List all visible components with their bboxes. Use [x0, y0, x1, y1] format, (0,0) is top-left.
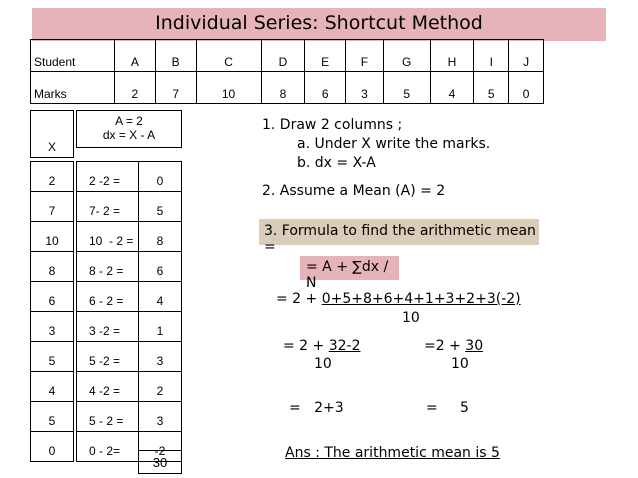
- student-cell: B: [155, 40, 196, 72]
- x-value-text: 10: [45, 234, 59, 248]
- calc-expr-text: 6 - 2 =: [89, 294, 124, 308]
- page-title: Individual Series: Shortcut Method: [155, 12, 483, 34]
- dx-value-text: 2: [156, 384, 164, 398]
- mark-cell: 6: [305, 72, 346, 104]
- x-value-text: 3: [48, 324, 56, 338]
- dx-value-text: 3: [156, 414, 164, 428]
- student-row-label: Student: [31, 40, 115, 72]
- calc-expr-cell: [76, 431, 138, 462]
- calc-expr-cell: [76, 371, 138, 402]
- formula-box: = A + ∑dx / N: [300, 256, 399, 280]
- student-cell: G: [383, 40, 430, 72]
- dx-column-header: [76, 110, 182, 148]
- calc-expr-cell: [76, 401, 138, 432]
- calc-expr-cell: [76, 191, 138, 222]
- dx-value-cell: [138, 251, 182, 282]
- calc-expr-text: 3 -2 =: [89, 324, 121, 338]
- mark-cell: 2: [115, 72, 156, 104]
- dx-value-cell: [138, 221, 182, 252]
- x-value-cell: [30, 401, 74, 432]
- student-cell: J: [509, 40, 544, 72]
- mark-cell: 10: [196, 72, 261, 104]
- calc-expr-cell: [76, 341, 138, 372]
- calc-2b-denominator: 10: [451, 356, 469, 372]
- mark-cell: 5: [474, 72, 509, 104]
- dx-value-cell: [138, 401, 182, 432]
- x-value-cell: [30, 161, 74, 192]
- answer-text: Ans : The arithmetic mean is 5: [285, 445, 500, 461]
- step-1a: a. Under X write the marks.: [297, 136, 491, 152]
- student-cell: F: [346, 40, 384, 72]
- step-3-formula-label: 3. Formula to find the arithmetic mean =: [259, 219, 539, 245]
- mark-cell: 0: [509, 72, 544, 104]
- dx-value-text: -2: [154, 444, 166, 458]
- calc-expr-text: 8 - 2 =: [89, 264, 124, 278]
- marks-row: [31, 72, 544, 104]
- calc-2b-numerator: 30: [465, 338, 484, 354]
- x-value-cell: [30, 281, 74, 312]
- calc-expr-text: 10 - 2 =: [89, 234, 134, 248]
- calc-line-2a: [283, 338, 361, 354]
- calc-2a-prefix: = 2 +: [283, 338, 329, 354]
- x-value-cell: [30, 191, 74, 222]
- x-value-text: 2: [48, 174, 56, 188]
- x-column-header: [30, 110, 74, 158]
- dx-value-text: 6: [156, 264, 164, 278]
- calc-expr-text: 4 -2 =: [89, 384, 121, 398]
- calc-expr-cell: [76, 281, 138, 312]
- calc-1-denominator: 10: [402, 310, 420, 326]
- mark-cell: 4: [430, 72, 474, 104]
- x-value-cell: [30, 221, 74, 252]
- x-value-text: 7: [48, 204, 56, 218]
- mark-cell: 3: [346, 72, 384, 104]
- calc-expr-cell: [76, 311, 138, 342]
- student-cell: D: [261, 40, 305, 72]
- student-cell: H: [430, 40, 474, 72]
- calc-expr-text: 0 - 2=: [89, 444, 121, 458]
- student-cell: A: [115, 40, 156, 72]
- dx-value-cell: [138, 371, 182, 402]
- step-1b: b. dx = X-A: [297, 155, 376, 171]
- x-header-text: X: [47, 140, 56, 154]
- header-dx-text: dx = X - A: [102, 128, 156, 142]
- dx-value-text: 0: [156, 174, 164, 188]
- calc-expr-cell: [76, 251, 138, 282]
- x-value-cell: [30, 251, 74, 282]
- dx-value-text: 8: [156, 234, 164, 248]
- x-value-text: 8: [48, 264, 56, 278]
- dx-value-cell: [138, 161, 182, 192]
- calc-expr-text: 7- 2 =: [89, 204, 121, 218]
- dx-total-cell: [138, 450, 182, 474]
- mark-cell: 8: [261, 72, 305, 104]
- calc-expr-text: 2 -2 =: [89, 174, 121, 188]
- calc-2b-prefix: =2 +: [424, 338, 466, 354]
- dx-value-text: 3: [156, 354, 164, 368]
- dx-total-text: 30: [152, 455, 168, 470]
- student-cell: I: [474, 40, 509, 72]
- calc-line-1: [276, 291, 521, 307]
- x-value-text: 4: [48, 384, 56, 398]
- step-1: 1. Draw 2 columns ;: [262, 117, 403, 133]
- x-value-text: 5: [48, 354, 56, 368]
- x-value-text: 5: [48, 414, 56, 428]
- student-row: [31, 40, 544, 72]
- x-value-text: 6: [48, 294, 56, 308]
- mark-cell: 7: [155, 72, 196, 104]
- calc-line-2b: [424, 338, 483, 354]
- calc-expr-text: 5 -2 =: [89, 354, 121, 368]
- dx-value-cell: [138, 311, 182, 342]
- calc-expr-cell: [76, 221, 138, 252]
- calc-2a-numerator: 32-2: [328, 338, 361, 354]
- x-value-text: 0: [48, 444, 56, 458]
- calc-line-3b: = 5: [426, 400, 469, 416]
- header-a-text: A = 2: [115, 114, 143, 128]
- calc-2a-denominator: 10: [314, 356, 332, 372]
- calc-1-numerator: 0+5+8+6+4+1+3+2+3(-2): [321, 291, 521, 307]
- student-cell: C: [196, 40, 261, 72]
- dx-value-cell: [138, 191, 182, 222]
- step-2: 2. Assume a Mean (A) = 2: [262, 183, 446, 199]
- marks-row-label: Marks: [31, 72, 115, 104]
- calc-expr-text: 5 - 2 =: [89, 414, 124, 428]
- dx-value-text: 5: [156, 204, 164, 218]
- dx-value-text: 4: [156, 294, 164, 308]
- dx-value-cell: [138, 341, 182, 372]
- student-cell: E: [305, 40, 346, 72]
- calc-expr-cell: [76, 161, 138, 192]
- dx-value-text: 1: [156, 324, 164, 338]
- calc-line-3a: = 2+3: [289, 400, 344, 416]
- calc-1-prefix: = 2 +: [276, 291, 322, 307]
- x-value-cell: [30, 311, 74, 342]
- x-value-cell: [30, 431, 74, 462]
- marks-table: [30, 39, 544, 104]
- x-value-cell: [30, 341, 74, 372]
- x-value-cell: [30, 371, 74, 402]
- dx-value-cell: [138, 281, 182, 312]
- mark-cell: 5: [383, 72, 430, 104]
